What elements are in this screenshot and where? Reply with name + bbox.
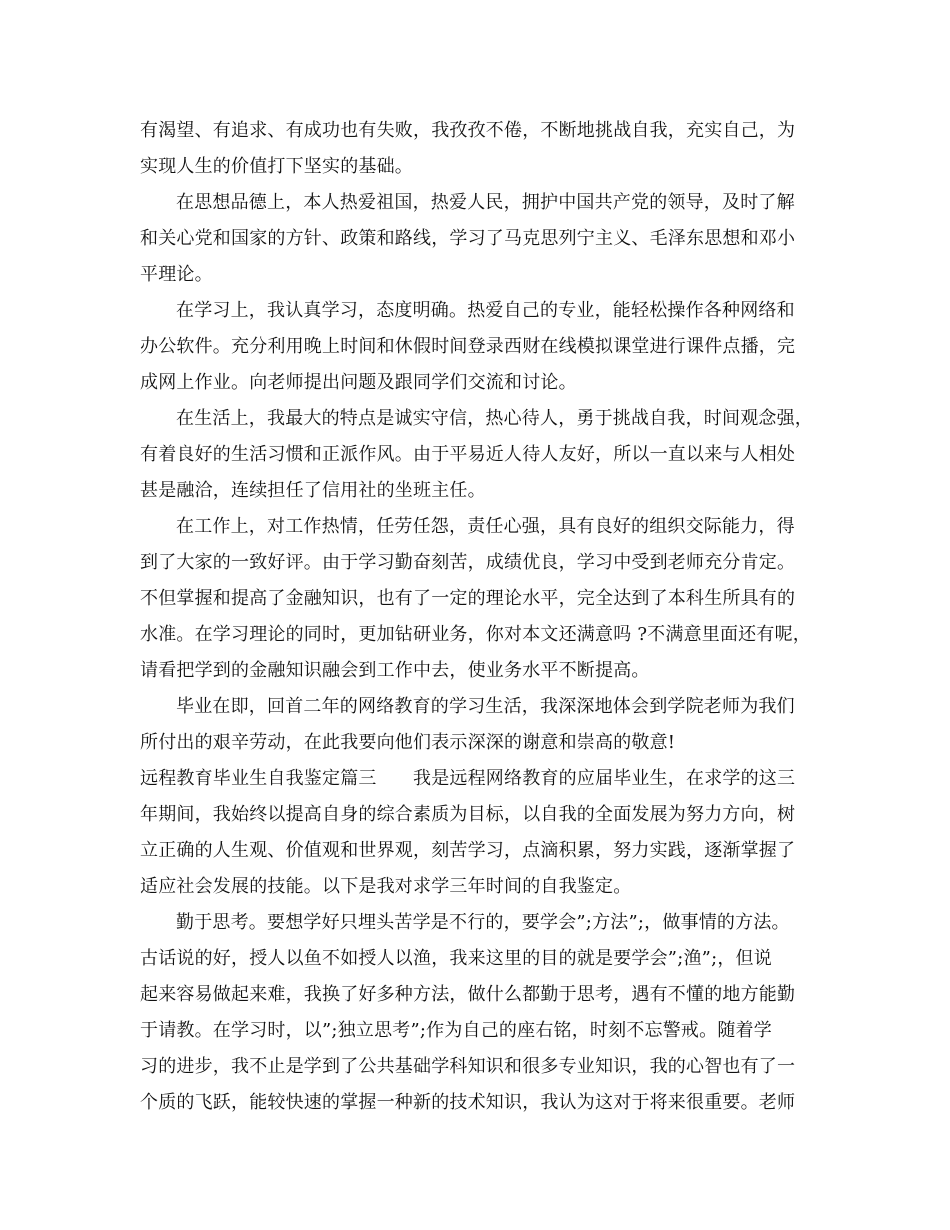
text-line: 所付出的艰辛劳动，在此我要向他们表示深深的谢意和崇高的敬意! [140, 732, 676, 753]
text-line: 到了大家的一致好评。由于学习勤奋刻苦，成绩优良，学习中受到老师充分肯定。 [140, 552, 796, 573]
text-line: 在生活上，我最大的特点是诚实守信，热心待人，勇于挑战自我，时间观念强， [176, 408, 813, 429]
text-line: 请看把学到的金融知识融会到工作中去，使业务水平不断提高。 [140, 660, 650, 681]
text-line: 在学习上，我认真学习，态度明确。热爱自己的专业，能轻松操作各种网络和 [176, 300, 795, 321]
text-line: 立正确的人生观、价值观和世界观，刻苦学习，点滴积累，努力实践，逐渐掌握了 [140, 840, 796, 861]
text-line: 有渴望、有追求、有成功也有失败，我孜孜不倦，不断地挑战自我，充实自己，为 [140, 120, 796, 141]
text-line: 有着良好的生活习惯和正派作风。由于平易近人待人友好，所以一直以来与人相处 [140, 444, 796, 465]
text-line: 古话说的好，授人以鱼不如授人以渔，我来这里的目的就是要学会”;渔”;，但说 [140, 948, 772, 969]
text-line: 年期间，我始终以提高自身的综合素质为目标，以自我的全面发展为努力方向，树 [140, 804, 796, 825]
text-line: 适应社会发展的技能。以下是我对求学三年时间的自我鉴定。 [140, 876, 632, 897]
text-line: 于请教。在学习时，以”;独立思考”;作为自己的座右铭，时刻不忘警戒。随着学 [140, 1020, 772, 1041]
text-line: 实现人生的价值打下坚实的基础。 [140, 156, 413, 177]
document-body [140, 113, 830, 1121]
text-line: 在思想品德上，本人热爱祖国，热爱人民，拥护中国共产党的领导，及时了解 [176, 192, 795, 213]
text-line: 平理论。 [140, 264, 213, 285]
text-line: 在工作上，对工作热情，任劳任怨，责任心强，具有良好的组织交际能力，得 [176, 516, 795, 537]
text-line: 和关心党和国家的方针、政策和路线，学习了马克思列宁主义、毛泽东思想和邓小 [140, 228, 796, 249]
text-line: 甚是融洽，连续担任了信用社的坐班主任。 [140, 480, 486, 501]
text-line: 不但掌握和提高了金融知识，也有了一定的理论水平，完全达到了本科生所具有的 [140, 588, 796, 609]
text-line: 起来容易做起来难，我换了好多种方法，做什么都勤于思考，遇有不懂的地方能勤 [140, 984, 796, 1005]
text-line: 水准。在学习理论的同时，更加钻研业务，你对本文还满意吗 ?不满意里面还有呢， [140, 624, 811, 645]
text-line: 个质的飞跃，能较快速的掌握一种新的技术知识，我认为这对于将来很重要。老师 [140, 1092, 796, 1113]
text-line: 勤于思考。要想学好只埋头苦学是不行的，要学会”;方法”;，做事情的方法。 [176, 912, 790, 933]
text-line: 办公软件。充分利用晚上时间和休假时间登录西财在线模拟课堂进行课件点播，完 [140, 336, 796, 357]
text-line: 成网上作业。向老师提出问题及跟同学们交流和讨论。 [140, 372, 577, 393]
text-line: 习的进步，我不止是学到了公共基础学科知识和很多专业知识，我的心智也有了一 [140, 1056, 796, 1077]
text-line: 毕业在即，回首二年的网络教育的学习生活，我深深地体会到学院老师为我们 [176, 696, 795, 717]
text-line: 远程教育毕业生自我鉴定篇三 我是远程网络教育的应届毕业生，在求学的这三 [140, 768, 796, 789]
